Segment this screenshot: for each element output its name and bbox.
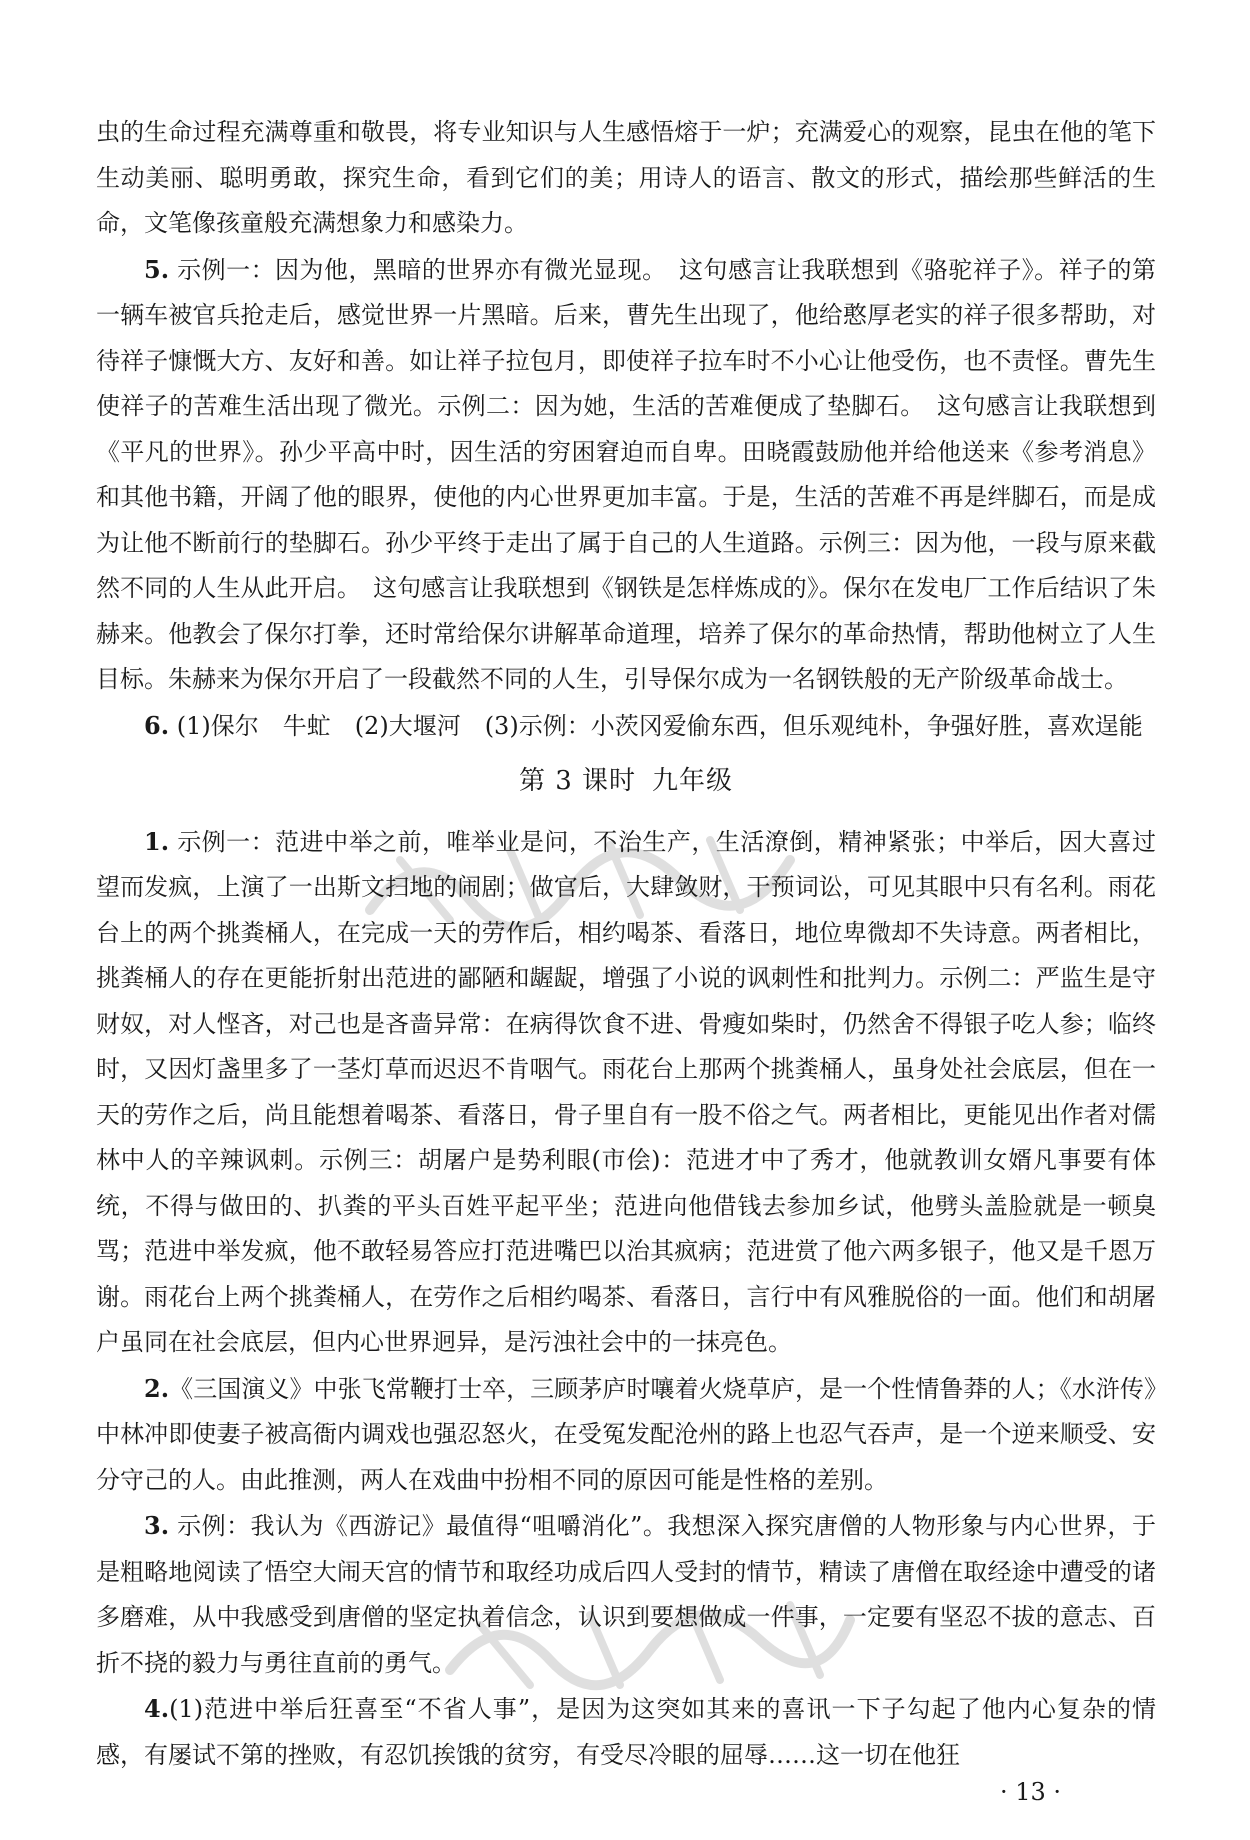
answer-2 bbox=[96, 1366, 1156, 1504]
answer-number: 1. bbox=[144, 826, 170, 856]
answer-number: 3. bbox=[144, 1511, 170, 1540]
answer-4 bbox=[96, 1686, 1156, 1778]
answer-number: 2. bbox=[144, 1373, 170, 1403]
answer-number: 6. bbox=[144, 710, 170, 740]
answer-text: (1)范进中举后狂喜至“不省人事”，是因为这突如其来的喜讯一下子勾起了他内心复杂的情感，有屡试不第的挫败，有忍饥挨饿的贫穷，有受尽冷眼的屈辱……这一切在他狂 bbox=[96, 1695, 1156, 1769]
page-number: · 13 · bbox=[1000, 1778, 1062, 1806]
answer-text: 示例一：范进中举之前，唯举业是问，不治生产，生活潦倒，精神紧张；中举后，因大喜过望而发疯，上演了一出斯文扫地的闹剧；做官后，大肆敛财，干预词讼，可见其眼中只有名利。雨花台上的两个挑粪桶人，在完成一天的劳作后，相约喝茶、看落日，地位卑微却不失诗意。两者相比，挑粪桶人的存在更能折射出范进的鄙陋和龌龊，增强了小说的讽刺性和批判力。示例二：严监生是守财奴，对人悭吝，对己也是吝啬异常：在病得饮食不进、骨瘦如柴时，仍然舍不得银子吃人参；临终时，又因灯盏里多了一茎灯草而迟迟不肯咽气。雨花台上那两个挑粪桶人，虽身处社会底层，但在一天的劳作之后，尚且能想着喝茶、看落日，骨子里自有一股不俗之气。两者相比，更能见出作者对儒林中人的辛辣讽刺。示例三：胡屠户是势利眼(市侩)：范进才中了秀才，他就教训女婿凡事要有体统，不得与做田的、扒粪的平头百姓平起平坐；范进向他借钱去参加乡试，他劈头盖脸就是一顿臭骂；范进中举发疯，他不敢轻易答应打范进嘴巴以治其疯病；范进赏了他六两多银子，他又是千恩万谢。雨花台上两个挑粪桶人，在劳作之后相约喝茶、看落日，言行中有风雅脱俗的一面。他们和胡屠户虽同在社会底层，但内心世界迥异，是污浊社会中的一抹亮色。 bbox=[96, 827, 1156, 1356]
answer-number: 4. bbox=[144, 1694, 170, 1723]
answer-1 bbox=[96, 819, 1156, 1366]
body-text bbox=[96, 110, 1156, 1778]
answer-6 bbox=[96, 703, 1156, 750]
answer-text: 示例一：因为他，黑暗的世界亦有微光显现。 这句感言让我联想到《骆驼祥子》。祥子的第一辆车被官兵抢走后，感觉世界一片黑暗。后来，曹先生出现了，他给憨厚老实的祥子很多帮助，对待祥子慷慨大方、友好和善。如让祥子拉包月，即使祥子拉车时不小心让他受伤，也不责怪。曹先生使祥子的苦难生活出现了微光。示例二：因为她，生活的苦难便成了垫脚石。 这句感言让我联想到《平凡的世界》。孙少平高中时，因生活的穷困窘迫而自卑。田晓霞鼓励他并给他送来《参考消息》和其他书籍，开阔了他的眼界，使他的内心世界更加丰富。于是，生活的苦难不再是绊脚石，而是成为让他不断前行的垫脚石。孙少平终于走出了属于自己的人生道路。示例三：因为他，一段与原来截然不同的人生从此开启。 这句感言让我联想到《钢铁是怎样炼成的》。保尔在发电厂工作后结识了朱赫来。他教会了保尔打拳，还时常给保尔讲解革命道理，培养了保尔的革命热情，帮助他树立了人生目标。朱赫来为保尔开启了一段截然不同的人生，引导保尔成为一名钢铁般的无产阶级革命战士。 bbox=[96, 255, 1156, 693]
heading-grade: 九年级 bbox=[652, 766, 734, 796]
answer-text: 示例：我认为《西游记》最值得“咀嚼消化”。我想深入探究唐僧的人物形象与内心世界，于是粗略地阅读了悟空大闹天宫的情节和取经功成后四人受封的情节，精读了唐僧在取经途中遭受的诸多磨难，从中我感受到唐僧的坚定执着信念，认识到要想做成一件事，一定要有坚忍不拔的意志、百折不挠的毅力与勇往直前的勇气。 bbox=[96, 1512, 1156, 1677]
heading-lesson: 第 3 课时 bbox=[518, 766, 637, 796]
answer-number: 5. bbox=[144, 254, 170, 284]
answer-text: (1)保尔 牛虻 (2)大堰河 (3)示例：小茨冈爱偷东西，但乐观纯朴，争强好胜，喜欢逞能 bbox=[176, 711, 1143, 740]
intro-paragraph: 虫的生命过程充满尊重和敬畏，将专业知识与人生感悟熔于一炉；充满爱心的观察，昆虫在他的笔下生动美丽、聪明勇敢，探究生命，看到它们的美；用诗人的语言、散文的形式，描绘那些鲜活的生命，文笔像孩童般充满想象力和感染力。 bbox=[96, 118, 1156, 237]
section-heading bbox=[96, 759, 1156, 805]
answer-3 bbox=[96, 1503, 1156, 1686]
answer-text: 《三国演义》中张飞常鞭打士卒，三顾茅庐时嚷着火烧草庐，是一个性情鲁莽的人；《水浒传》中林冲即使妻子被高衙内调戏也强忍怒火，在受冤发配沧州的路上也忍气吞声，是一个逆来顺受、安分守己的人。由此推测，两人在戏曲中扮相不同的原因可能是性格的差别。 bbox=[96, 1374, 1156, 1494]
answer-5 bbox=[96, 247, 1156, 703]
